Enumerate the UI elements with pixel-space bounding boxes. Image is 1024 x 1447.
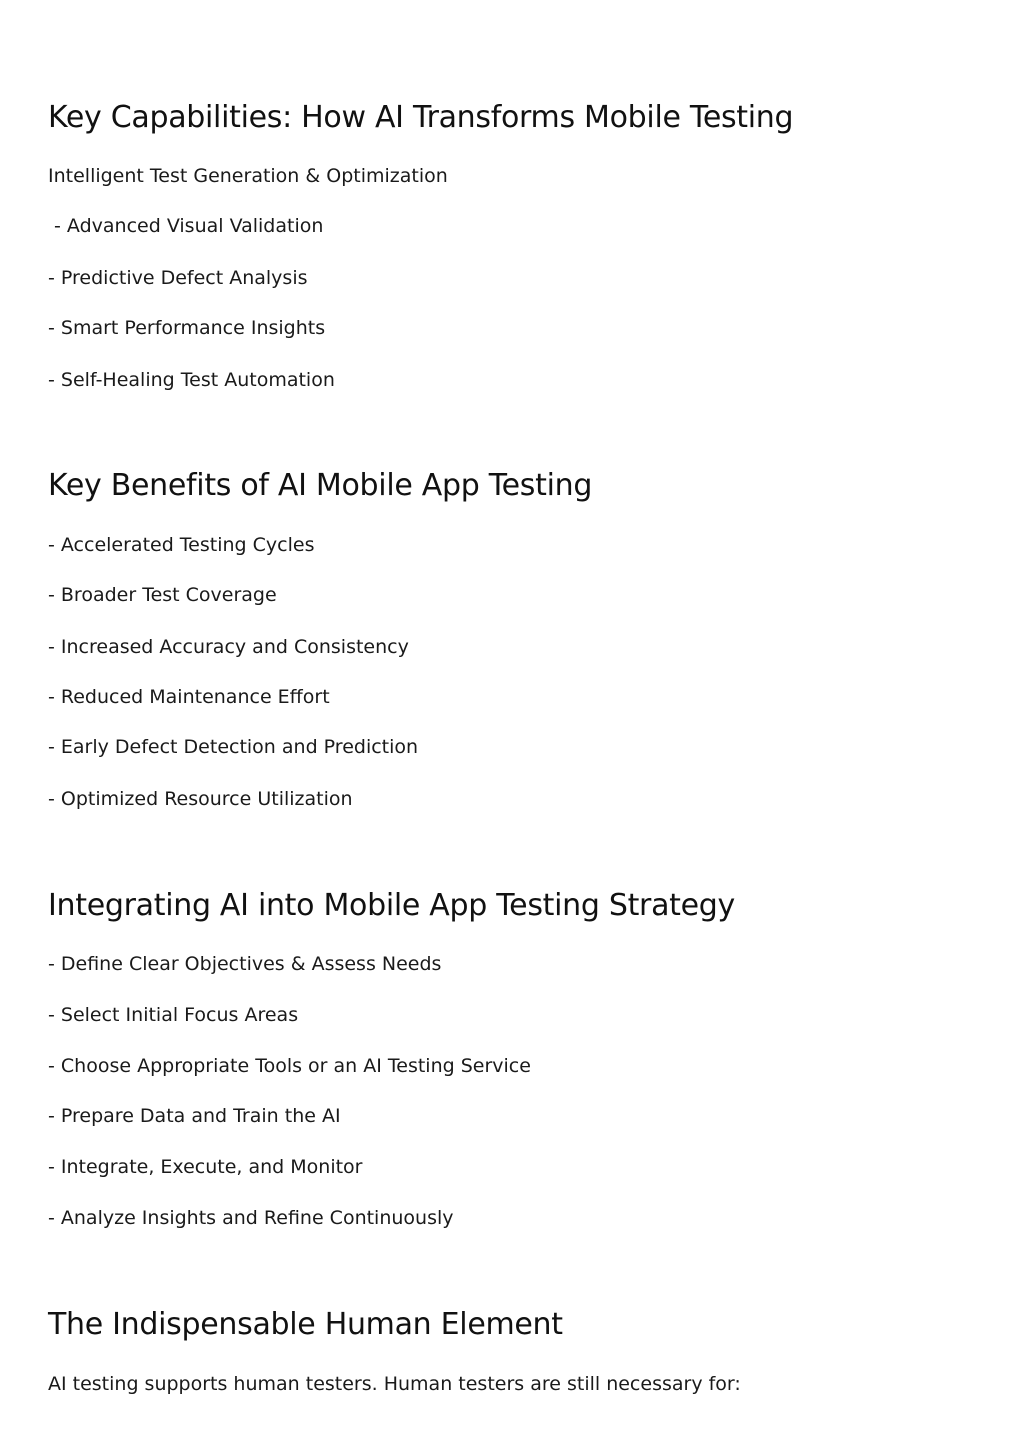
capability-item: - Self-Healing Test Automation [48,369,335,391]
section-heading-capabilities: Key Capabilities: How AI Transforms Mobile Testing [48,100,794,135]
integration-step: - Define Clear Objectives & Assess Needs [48,953,442,975]
integration-step: - Choose Appropriate Tools or an AI Testing Service [48,1055,531,1077]
capability-item: - Advanced Visual Validation [48,215,324,237]
section-heading-human-element: The Indispensable Human Element [48,1307,563,1342]
benefit-item: - Optimized Resource Utilization [48,788,353,810]
section-heading-integration: Integrating AI into Mobile App Testing Strategy [48,888,735,923]
integration-step: - Select Initial Focus Areas [48,1004,299,1026]
benefit-item: - Accelerated Testing Cycles [48,534,315,556]
capability-item: - Smart Performance Insights [48,317,326,339]
integration-step: - Prepare Data and Train the AI [48,1105,341,1127]
benefit-item: - Early Defect Detection and Prediction [48,736,419,758]
capability-item: - Predictive Defect Analysis [48,267,308,289]
integration-step: - Analyze Insights and Refine Continuously [48,1207,454,1229]
integration-step: - Integrate, Execute, and Monitor [48,1156,363,1178]
benefit-item: - Broader Test Coverage [48,584,277,606]
benefit-item: - Reduced Maintenance Effort [48,686,330,708]
section-heading-benefits: Key Benefits of AI Mobile App Testing [48,468,593,503]
capability-item: Intelligent Test Generation & Optimization [48,165,448,187]
benefit-item: - Increased Accuracy and Consistency [48,636,409,658]
body-paragraph: AI testing supports human testers. Human testers are still necessary for: [48,1373,741,1395]
